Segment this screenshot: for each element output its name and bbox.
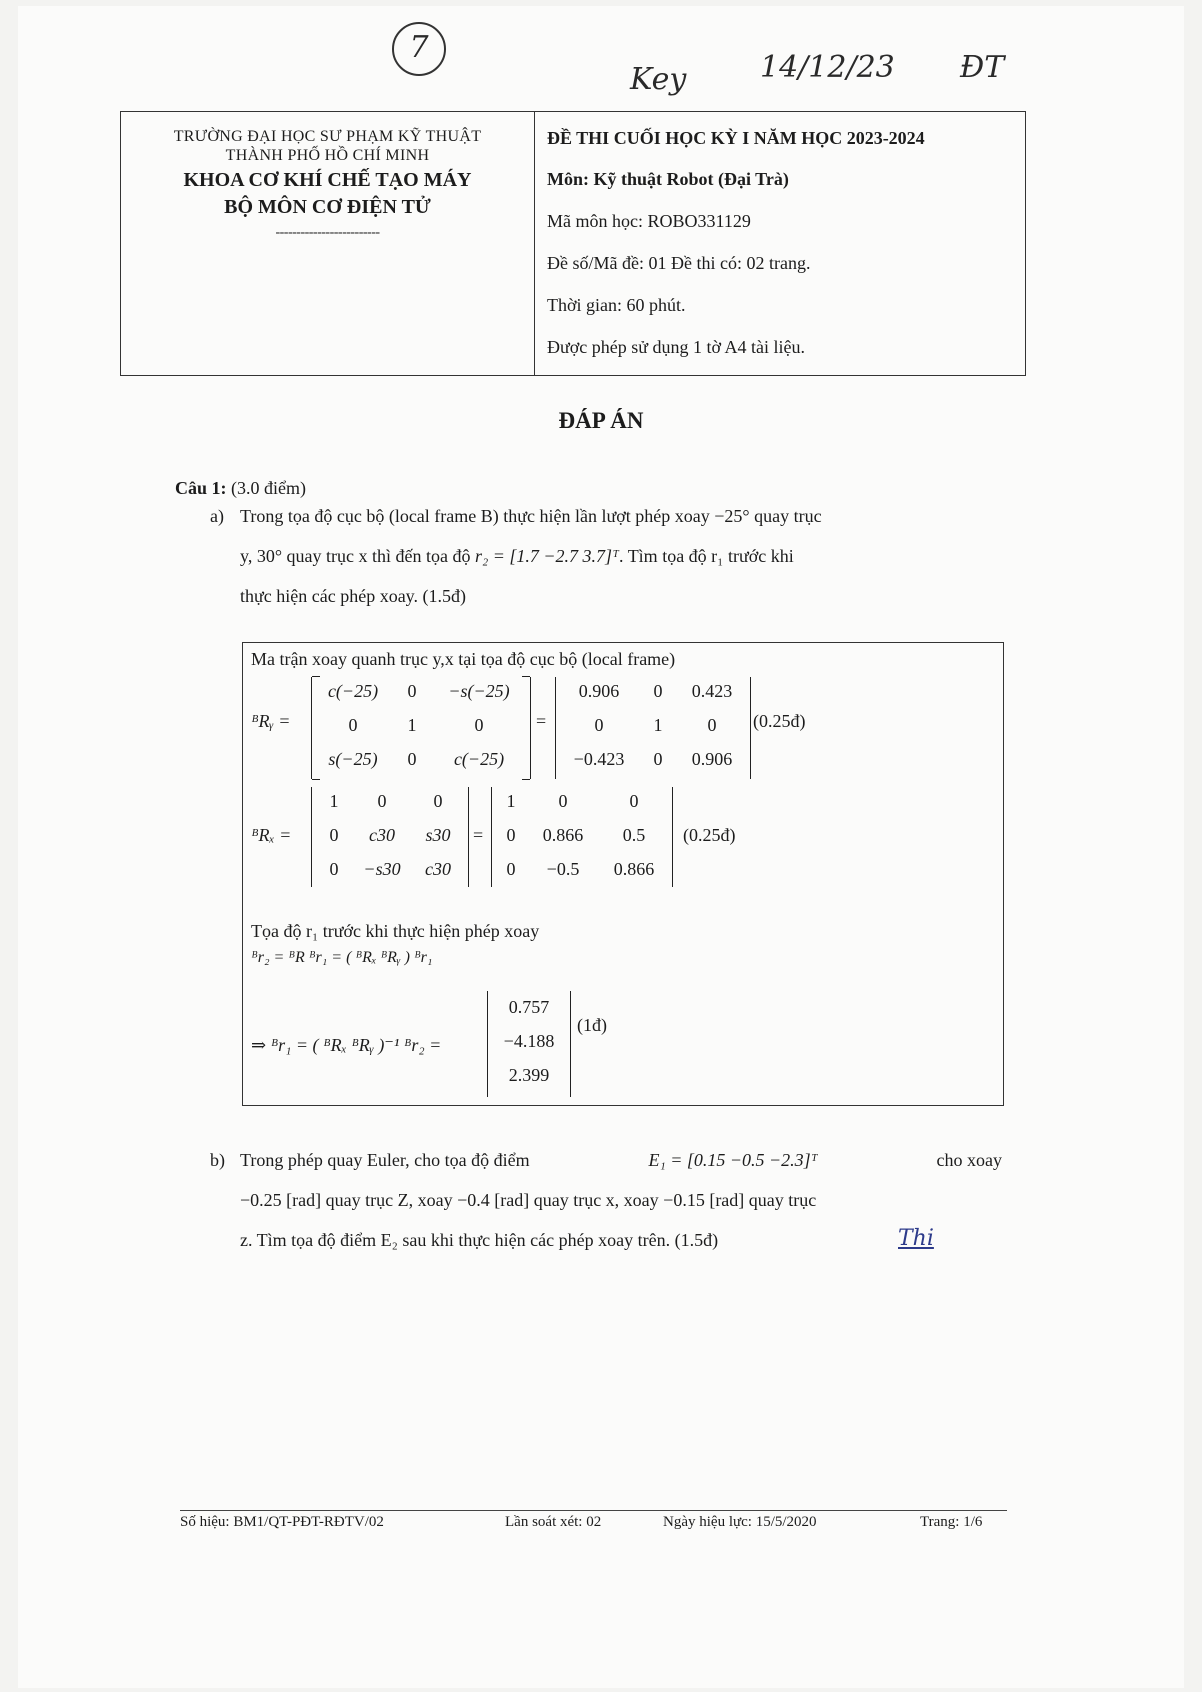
ry-symbolic-matrix: [311, 677, 531, 779]
matrix-cell: 0: [377, 791, 387, 811]
matrix-cell: 0: [329, 859, 339, 879]
circled-page-number: [392, 22, 446, 76]
university-name-line2: THÀNH PHỐ HỒ CHÍ MINH: [225, 147, 430, 164]
matrix-cell: c(−25): [327, 681, 379, 701]
matrix-cell: 0: [407, 681, 417, 701]
course-code: Mã môn học: ROBO331129: [547, 211, 751, 231]
matrix-cell: 0: [594, 715, 604, 735]
part-a-line3: thực hiện các phép xoay. (1.5đ): [240, 586, 467, 606]
footer-rule: [180, 1510, 1007, 1511]
department-name: BỘ MÔN CƠ ĐIỆN TỬ: [224, 196, 431, 218]
matrix-cell: 1: [407, 715, 417, 735]
part-b-line2: −0.25 [rad] quay trục Z, xoay −0.4 [rad] quay trục x, xoay −0.15 [rad] quay trục: [240, 1190, 817, 1210]
exam-duration: Thời gian: 60 phút.: [547, 295, 686, 315]
part-a-label: a): [210, 506, 224, 526]
signature-initials: Thi: [898, 1226, 934, 1251]
part-a-line2-pre: y, 30° quay trục x thì đến tọa độ: [240, 546, 471, 566]
matrix-cell: 0: [433, 791, 443, 811]
vector-cell: 2.399: [508, 1065, 550, 1085]
matrix-cell: 0: [707, 715, 717, 735]
matrix-cell: −0.423: [573, 749, 625, 769]
matrix-cell: s(−25): [328, 749, 378, 769]
part-a-line1: Trong tọa độ cục bộ (local frame B) thực hiện lần lượt phép xoay −25° quay trục: [240, 506, 822, 526]
matrix-cell: 0.866: [613, 859, 655, 879]
matrix-cell: 1: [653, 715, 663, 735]
solution-intro: Ma trận xoay quanh trục y,x tại tọa độ cục bộ (local frame): [251, 649, 676, 669]
footer-page-number: Trang: 1/6: [920, 1514, 983, 1530]
matrix-cell: 1: [329, 791, 339, 811]
matrix-cell: −0.5: [546, 859, 580, 879]
header-exam-info-cell: [535, 112, 1025, 375]
handwritten-code: ĐT: [960, 50, 1005, 85]
circled-number-text: 7: [409, 30, 429, 65]
matrix-cell: 0: [558, 791, 568, 811]
rx-points: (0.25đ): [683, 825, 736, 845]
part-a-line2: [240, 546, 794, 567]
question-1-label: Câu 1:: [175, 478, 227, 498]
part-b-line3: z. Tìm tọa độ điểm E₂ sau khi thực hiện các phép xoay trên. (1.5đ): [240, 1230, 719, 1250]
vector-cell: −4.188: [503, 1031, 555, 1051]
part-b-line1: [240, 1150, 1002, 1171]
part-b-label: b): [210, 1150, 225, 1170]
matrix-cell: 1: [506, 791, 516, 811]
matrix-cell: 0: [474, 715, 484, 735]
part-a-line2-post: . Tìm tọa độ r₁ trước khi: [619, 546, 794, 566]
matrix-cell: c30: [369, 825, 395, 845]
footer-effective-date: Ngày hiệu lực: 15/5/2020: [663, 1514, 817, 1530]
rx-symbolic-matrix: [311, 787, 469, 887]
equals-sign: =: [473, 825, 484, 845]
matrix-cell: 0: [506, 859, 516, 879]
allowed-materials: Được phép sử dụng 1 tờ A4 tài liệu.: [547, 337, 806, 357]
handwritten-date: 14/12/23: [760, 50, 895, 85]
ry-points: (0.25đ): [753, 711, 806, 731]
matrix-cell: −s(−25): [448, 681, 510, 701]
matrix-cell: 0.906: [691, 749, 733, 769]
r1-equation: ⇒ ᴮr₁ = ( ᴮRₓ ᴮRᵧ )⁻¹ ᴮr₂ =: [251, 1035, 442, 1055]
header-institution-cell: [121, 112, 535, 375]
matrix-cell: c(−25): [453, 749, 505, 769]
solution-box: [242, 642, 1004, 1106]
exam-number: Đề số/Mã đề: 01 Đề thi có: 02 trang.: [547, 253, 811, 273]
matrix-cell: s30: [425, 825, 451, 845]
matrix-cell: 0: [329, 825, 339, 845]
r1-result-vector: [487, 991, 571, 1097]
equals-sign: =: [536, 711, 547, 731]
matrix-cell: 0: [653, 749, 663, 769]
ry-label: ᴮRᵧ =: [251, 711, 291, 731]
matrix-cell: 0: [348, 715, 358, 735]
subject-name: Môn: Kỹ thuật Robot (Đại Trà): [547, 169, 789, 189]
faculty-name: KHOA CƠ KHÍ CHẾ TẠO MÁY: [183, 169, 472, 191]
matrix-cell: c30: [425, 859, 451, 879]
r1-points: (1đ): [577, 1015, 607, 1035]
question-1-points: (3.0 điểm): [231, 478, 306, 498]
part-b-line1-post: cho xoay: [936, 1150, 1002, 1170]
exam-title: ĐỀ THI CUỐI HỌC KỲ I NĂM HỌC 2023-2024: [547, 128, 925, 148]
vector-cell: 0.757: [508, 997, 550, 1017]
matrix-cell: 0: [653, 681, 663, 701]
rx-label: ᴮRₓ =: [251, 825, 292, 845]
exam-header-table: [120, 111, 1026, 376]
matrix-cell: 0.906: [578, 681, 620, 701]
part-b-line1-pre: Trong phép quay Euler, cho tọa độ điểm: [240, 1150, 530, 1170]
matrix-cell: 0.5: [622, 825, 646, 845]
document-title: ĐÁP ÁN: [558, 408, 644, 433]
matrix-cell: −s30: [363, 859, 401, 879]
matrix-cell: 0: [506, 825, 516, 845]
r1-intro: Tọa độ r₁ trước khi thực hiện phép xoay: [251, 921, 540, 941]
handwritten-key-label: Key: [630, 62, 687, 97]
r2-equation: ᴮr₂ = ᴮR ᴮr₁ = ( ᴮRₓ ᴮRᵧ ) ᴮr₁: [251, 949, 433, 966]
ry-numeric-matrix: [555, 677, 751, 779]
question-1-heading: [175, 478, 306, 499]
matrix-cell: 0.866: [542, 825, 584, 845]
part-a-vector: r₂ = [1.7 −2.7 3.7]ᵀ: [474, 546, 620, 566]
part-b-vector: E₁ = [0.15 −0.5 −2.3]ᵀ: [648, 1150, 818, 1170]
matrix-cell: 0: [407, 749, 417, 769]
header-divider: -------------------------: [275, 225, 380, 240]
university-name-line1: TRƯỜNG ĐẠI HỌC SƯ PHẠM KỸ THUẬT: [173, 128, 482, 145]
rx-numeric-matrix: [491, 787, 673, 887]
matrix-cell: 0: [629, 791, 639, 811]
footer-form-code: Số hiệu: BM1/QT-PĐT-RĐTV/02: [180, 1514, 384, 1530]
matrix-cell: 0.423: [691, 681, 733, 701]
footer-revision: Lần soát xét: 02: [505, 1514, 602, 1530]
